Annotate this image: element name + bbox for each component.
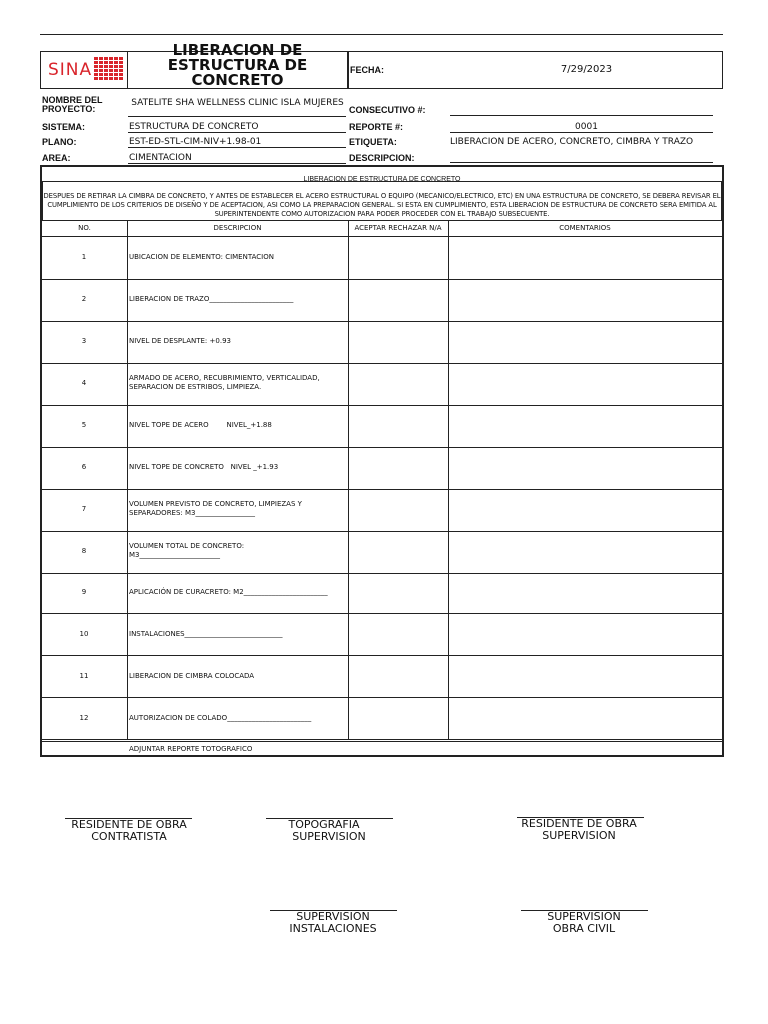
row-6-no: 6 xyxy=(81,463,87,471)
reporte-value: 0001 xyxy=(575,122,598,132)
row-4-desc: ARMADO DE ACERO, RECUBRIMIENTO, VERTICALIDAD, SEPARACION DE ESTRIBOS, LIMPIEZA. xyxy=(129,374,320,391)
logo-text: SINA xyxy=(48,60,93,80)
intro-text-box xyxy=(42,182,722,221)
plano-value: EST-ED-STL-CIM-NIV+1.98-01 xyxy=(129,137,262,147)
sistema-label: SISTEMA: xyxy=(42,122,86,132)
signature-supervision-instalaciones: SUPERVISION INSTALACIONES xyxy=(289,910,377,935)
row-3-no: 3 xyxy=(81,337,87,345)
header-comentarios: COMENTARIOS xyxy=(559,224,611,232)
header-descripcion: DESCRIPCION xyxy=(213,224,262,232)
row-10-desc: INSTALACIONES____________________________ xyxy=(129,630,283,638)
row-5-no: 5 xyxy=(81,421,87,429)
signature-topografia: TOPOGRAFIA SUPERVISION xyxy=(288,818,366,843)
row-12-desc: AUTORIZACION DE COLADO________________________ xyxy=(129,714,312,722)
signature-residente-supervision: RESIDENTE DE OBRA SUPERVISION xyxy=(521,817,637,842)
row-9-no: 9 xyxy=(81,588,87,596)
row-11-desc: LIBERACION DE CIMBRA COLOCADA xyxy=(129,672,255,680)
proyecto-value: SATELITE SHA WELLNESS CLINIC ISLA MUJERES xyxy=(131,98,344,108)
header-aceptar: ACEPTAR RECHAZAR N/A xyxy=(354,224,442,232)
plano-label: PLANO: xyxy=(42,137,77,147)
footer-note: ADJUNTAR REPORTE TOTOGRAFICO xyxy=(129,745,253,753)
row-1-desc: UBICACION DE ELEMENTO: CIMENTACION xyxy=(129,253,274,261)
company-logo xyxy=(44,55,124,83)
row-5-desc: NIVEL TOPE DE ACERO NIVEL_+1.88 xyxy=(129,421,272,429)
row-11-no: 11 xyxy=(79,672,89,680)
etiqueta-value: LIBERACION DE ACERO, CONCRETO, CIMBRA Y TRAZO xyxy=(450,137,694,147)
row-12-no: 12 xyxy=(79,714,89,722)
table-header-row xyxy=(42,221,722,237)
signature-supervision-obra-civil: SUPERVISION OBRA CIVIL xyxy=(547,910,621,935)
table-footer xyxy=(42,741,722,755)
row-1-no: 1 xyxy=(81,253,87,261)
row-9-desc: APLICACIÓN DE CURACRETO: M2________________________ xyxy=(129,588,328,596)
row-3-desc: NIVEL DE DESPLANTE: +0.93 xyxy=(129,337,231,345)
signature-residente-contratista: RESIDENTE DE OBRA CONTRATISTA xyxy=(71,818,187,843)
row-10-no: 10 xyxy=(79,630,89,638)
row-7-desc: VOLUMEN PREVISTO DE CONCRETO, LIMPIEZAS Y SEPARADORES: M3_________________ xyxy=(129,500,302,517)
etiqueta-label: ETIQUETA: xyxy=(349,137,397,147)
fecha-label: FECHA: xyxy=(350,65,384,75)
reporte-label: REPORTE #: xyxy=(349,122,404,132)
section-title: LIBERACION DE ESTRUCTURA DE CONCRETO xyxy=(42,166,722,182)
area-label: AREA: xyxy=(42,153,71,163)
row-7-no: 7 xyxy=(81,505,87,513)
area-value: CIMENTACION xyxy=(129,153,192,163)
row-4-no: 4 xyxy=(81,379,87,387)
descripcion-label: DESCRIPCION: xyxy=(349,153,415,163)
top-rule xyxy=(40,34,723,35)
row-6-desc: NIVEL TOPE DE CONCRETO NIVEL _+1.93 xyxy=(129,463,279,471)
row-8-no: 8 xyxy=(81,547,87,555)
row-2-desc: LIBERACION DE TRAZO________________________ xyxy=(129,295,294,303)
page-title: LIBERACION DE ESTRUCTURA DE CONCRETO xyxy=(167,43,308,89)
sistema-value: ESTRUCTURA DE CONCRETO xyxy=(129,122,259,132)
header-no: NO. xyxy=(78,224,91,232)
row-8-desc: VOLUMEN TOTAL DE CONCRETO: M3_______________________ xyxy=(129,542,245,559)
consecutivo-label: CONSECUTIVO #: xyxy=(349,105,426,115)
proyecto-label: NOMBRE DEL PROYECTO: xyxy=(42,95,103,114)
intro-text: DESPUES DE RETIRAR LA CIMBRA DE CONCRETO, Y ANTES DE ESTABLECER EL ACERO ESTRUCTURAL O EQUIPO (MECANICO/ELECTRICO, ETC) EN UNA ESTRUCTURA DE CONCRETO, SE DEBERA REVISAR EL CUMPLIMIENTO DE LOS CRITERIOS DE DISEÑO Y DE ACEPTACION, ASI COMO LA PREPARACION GENERAL. SI ESTA EN CUMPLIMIENTO, ESTA LIBERACION DE ESTRUCTURA DE CONCRETO SERA EMITIDA AL SUPERINTENDENTE COMO AUTORIZACION PARA PODER PROCEDER CON EL TRABAJO SUBSECUENTE. xyxy=(43,192,721,218)
fecha-value: 7/29/2023 xyxy=(560,64,613,75)
row-2-no: 2 xyxy=(81,295,87,303)
